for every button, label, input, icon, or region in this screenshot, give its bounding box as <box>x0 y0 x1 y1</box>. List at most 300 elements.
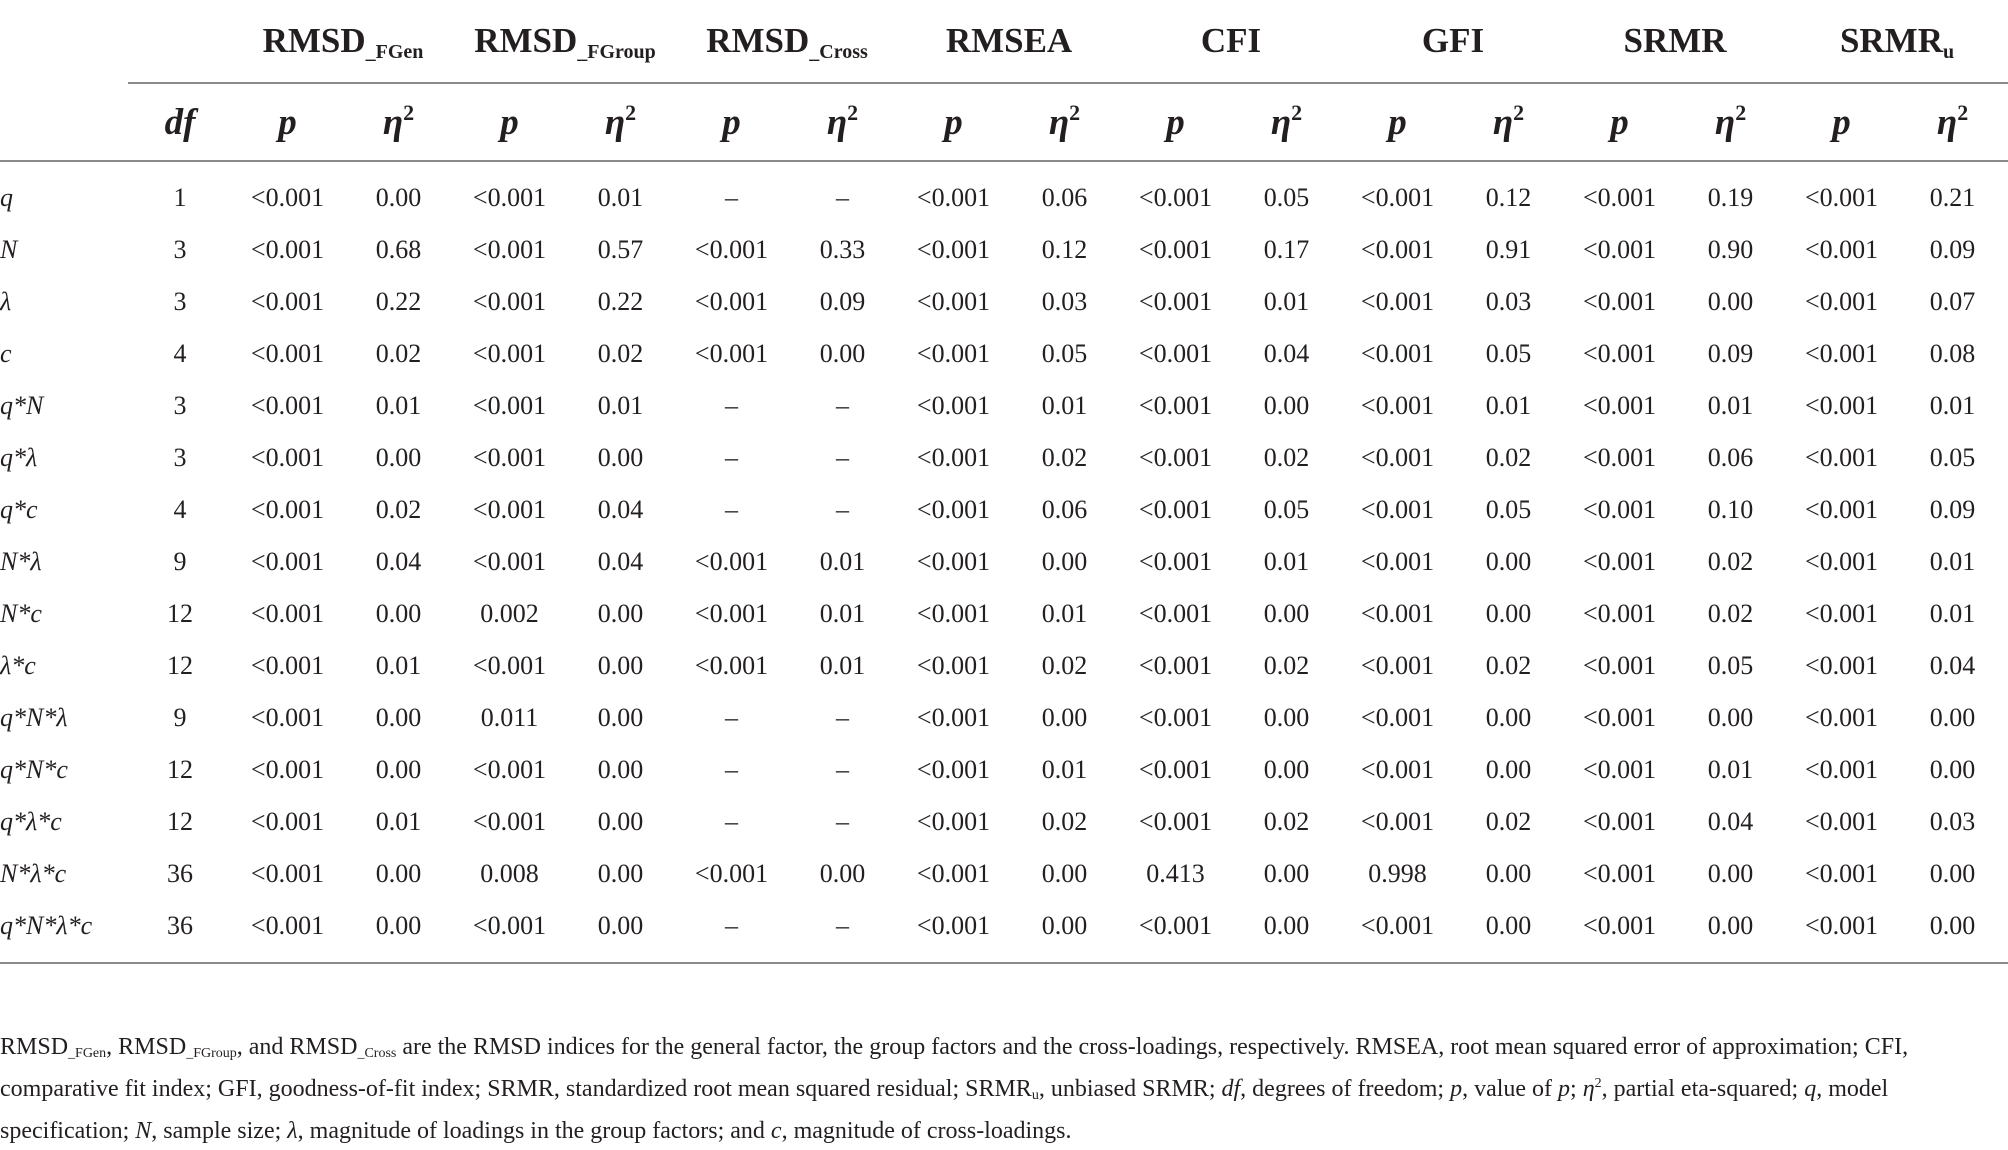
p-value-cell: <0.001 <box>250 443 325 472</box>
p-value-cell: <0.001 <box>1804 391 1879 420</box>
eta-squared-cell: 0.00 <box>1041 547 1088 576</box>
eta-squared-cell: 0.01 <box>375 391 422 420</box>
row-df: 1 <box>173 183 187 212</box>
eta-squared-cell: 0.02 <box>375 339 422 368</box>
p-value-cell: <0.001 <box>1138 651 1213 680</box>
eta-squared-cell: 0.00 <box>597 599 644 628</box>
eta-superscript: 2 <box>625 99 637 125</box>
metric-name: RMSD <box>706 21 810 60</box>
p-value-cell: <0.001 <box>916 859 991 888</box>
eta-squared-cell: 0.00 <box>1707 287 1754 316</box>
p-value-cell: – <box>725 183 739 212</box>
footnote-text: , magnitude of loadings in the group factors; and <box>297 1118 771 1144</box>
row-df: 3 <box>173 443 187 472</box>
eta-symbol: η <box>1936 101 1958 143</box>
metric-name: RMSD <box>474 21 578 60</box>
sub-header-row <box>0 83 2008 161</box>
p-value-cell: <0.001 <box>694 235 769 264</box>
p-value-cell: <0.001 <box>1804 495 1879 524</box>
eta-squared-cell: 0.03 <box>1041 287 1088 316</box>
footnote-italic: p <box>1450 1076 1463 1102</box>
eta-squared-cell: 0.02 <box>597 339 644 368</box>
p-value-cell: <0.001 <box>1360 807 1435 836</box>
eta-squared-cell: 0.00 <box>1485 547 1532 576</box>
eta-squared-cell: 0.02 <box>1485 651 1532 680</box>
p-value-cell: <0.001 <box>1138 807 1213 836</box>
p-value-cell: <0.001 <box>1804 755 1879 784</box>
p-value-cell: <0.001 <box>1582 547 1657 576</box>
row-term: q*λ*c <box>0 807 62 836</box>
row-term: N*λ*c <box>0 859 67 888</box>
p-value-cell: 0.998 <box>1368 859 1427 888</box>
p-value-cell: <0.001 <box>250 287 325 316</box>
eta-squared-cell: 0.21 <box>1929 183 1976 212</box>
p-value-cell: <0.001 <box>916 443 991 472</box>
eta-squared-cell: – <box>836 443 850 472</box>
eta-squared-cell: 0.04 <box>597 495 644 524</box>
p-value-cell: <0.001 <box>1804 807 1879 836</box>
footnote-text: , model specification; <box>0 1076 1889 1144</box>
table-row <box>0 744 2008 796</box>
footnote-text: , value of <box>1462 1076 1559 1102</box>
eta-squared-cell: 0.01 <box>1041 755 1088 784</box>
row-term: q*λ <box>0 443 38 472</box>
p-value-cell: <0.001 <box>250 339 325 368</box>
eta-squared-cell: 0.02 <box>1263 651 1310 680</box>
eta-squared-cell: 0.00 <box>1485 703 1532 732</box>
eta-squared-header <box>1897 83 2008 161</box>
eta-squared-cell: 0.01 <box>1929 391 1976 420</box>
p-value-cell: <0.001 <box>1804 183 1879 212</box>
footnote-italic: η <box>1582 1076 1595 1102</box>
table-row <box>0 276 2008 328</box>
p-value-cell: <0.001 <box>1582 703 1657 732</box>
eta-superscript: 2 <box>1957 99 1969 125</box>
p-value-cell: <0.001 <box>1360 183 1435 212</box>
metric-subscript: u <box>1943 41 1955 63</box>
eta-squared-cell: 0.04 <box>1929 651 1976 680</box>
eta-symbol: η <box>382 101 404 143</box>
p-value-cell: <0.001 <box>916 287 991 316</box>
p-value-cell: – <box>725 807 739 836</box>
p-value-cell: <0.001 <box>1138 183 1213 212</box>
eta-squared-header <box>1009 83 1120 161</box>
eta-squared-cell: 0.06 <box>1707 443 1754 472</box>
eta-superscript: 2 <box>1735 99 1747 125</box>
eta-squared-cell: – <box>836 755 850 784</box>
p-value-cell: <0.001 <box>1360 287 1435 316</box>
p-value-cell: <0.001 <box>1138 443 1213 472</box>
eta-squared-cell: 0.00 <box>565 900 676 963</box>
p-value-cell: <0.001 <box>694 547 769 576</box>
p-value-cell: <0.001 <box>1360 339 1435 368</box>
row-df: 4 <box>173 495 187 524</box>
p-value-cell: <0.001 <box>472 807 547 836</box>
metric-group-header <box>1342 0 1564 83</box>
eta-squared-cell: 0.01 <box>1041 599 1088 628</box>
eta-squared-cell: – <box>836 703 850 732</box>
p-value-cell: <0.001 <box>898 900 1009 963</box>
eta-squared-cell: 0.06 <box>1041 495 1088 524</box>
p-value-cell: <0.001 <box>1564 900 1675 963</box>
p-value-cell: <0.001 <box>1582 495 1657 524</box>
eta-squared-cell: 0.02 <box>1485 807 1532 836</box>
metric-name: RMSEA <box>945 21 1073 60</box>
table-row <box>0 432 2008 484</box>
p-value-cell: <0.001 <box>250 495 325 524</box>
row-term: q*N*λ*c <box>0 900 128 963</box>
footnote-italic: c <box>770 1118 782 1144</box>
p-value-cell: – <box>725 391 739 420</box>
p-value-cell: <0.001 <box>1138 755 1213 784</box>
eta-squared-cell: 0.00 <box>597 755 644 784</box>
row-term: q <box>0 183 13 212</box>
p-header: p <box>676 83 787 161</box>
eta-squared-cell: 0.05 <box>1929 443 1976 472</box>
table-row <box>0 588 2008 640</box>
table-row <box>0 796 2008 848</box>
table-footnote <box>0 1028 2000 1150</box>
metric-name: SRMR <box>1623 21 1727 60</box>
table-row <box>0 692 2008 744</box>
eta-squared-cell: 0.00 <box>1929 859 1976 888</box>
eta-squared-cell: 0.00 <box>1707 703 1754 732</box>
metric-group-header <box>1120 0 1342 83</box>
p-value-cell: <0.001 <box>1582 443 1657 472</box>
p-value-cell: <0.001 <box>472 495 547 524</box>
eta-squared-cell: 0.00 <box>1897 900 2008 963</box>
metric-subscript: _FGroup <box>577 41 656 63</box>
eta-squared-cell: 0.02 <box>1707 547 1754 576</box>
metric-group-header <box>898 0 1120 83</box>
eta-symbol: η <box>1270 101 1292 143</box>
eta-squared-cell: 0.00 <box>597 807 644 836</box>
eta-squared-cell: 0.04 <box>597 547 644 576</box>
row-df: 12 <box>167 755 193 784</box>
eta-superscript: 2 <box>1513 99 1525 125</box>
row-df: 4 <box>173 339 187 368</box>
p-value-cell: <0.001 <box>454 900 565 963</box>
footnote-text: RMSD <box>0 1034 69 1060</box>
metric-group-header <box>454 0 676 83</box>
metric-subscript: _Cross <box>809 41 868 63</box>
eta-squared-cell: 0.09 <box>1929 495 1976 524</box>
p-value-cell: <0.001 <box>250 183 325 212</box>
row-df: 3 <box>173 235 187 264</box>
p-value-cell: <0.001 <box>916 703 991 732</box>
df-header: df <box>128 83 232 161</box>
eta-squared-cell: 0.05 <box>1263 183 1310 212</box>
eta-squared-cell: 0.01 <box>1485 391 1532 420</box>
p-value-cell: <0.001 <box>1804 443 1879 472</box>
eta-squared-cell: 0.00 <box>1263 755 1310 784</box>
eta-squared-cell: 0.33 <box>819 235 866 264</box>
p-value-cell: <0.001 <box>472 183 547 212</box>
eta-squared-cell: 0.00 <box>1485 599 1532 628</box>
p-value-cell: <0.001 <box>472 287 547 316</box>
p-value-cell: <0.001 <box>1360 651 1435 680</box>
row-term: q*c <box>0 495 38 524</box>
eta-squared-cell: 0.00 <box>597 859 644 888</box>
eta-squared-cell: 0.00 <box>1929 755 1976 784</box>
p-value-cell: – <box>725 703 739 732</box>
footnote-sub: u <box>1031 1088 1039 1103</box>
row-term: q*N <box>0 391 44 420</box>
footnote-text: ; <box>1570 1076 1583 1102</box>
p-value-cell: – <box>676 900 787 963</box>
p-value-cell: <0.001 <box>1360 755 1435 784</box>
eta-squared-cell: 0.00 <box>375 703 422 732</box>
row-df: 12 <box>167 599 193 628</box>
eta-squared-cell: 0.01 <box>1041 391 1088 420</box>
eta-squared-cell: 0.02 <box>1041 651 1088 680</box>
eta-squared-cell: 0.01 <box>597 391 644 420</box>
eta-squared-cell: 0.02 <box>375 495 422 524</box>
p-value-cell: <0.001 <box>916 599 991 628</box>
p-value-cell: <0.001 <box>1360 391 1435 420</box>
eta-symbol: η <box>1492 101 1514 143</box>
p-value-cell: <0.001 <box>1582 807 1657 836</box>
p-value-cell: <0.001 <box>250 651 325 680</box>
eta-squared-header <box>565 83 676 161</box>
metric-name: CFI <box>1200 21 1262 60</box>
eta-squared-cell: 0.00 <box>375 183 422 212</box>
p-value-cell: <0.001 <box>472 391 547 420</box>
p-header: p <box>898 83 1009 161</box>
p-value-cell: <0.001 <box>1582 339 1657 368</box>
row-df: 36 <box>167 859 193 888</box>
eta-squared-cell: 0.05 <box>1263 495 1310 524</box>
table-row <box>0 848 2008 900</box>
eta-squared-cell: 0.01 <box>597 183 644 212</box>
p-value-cell: <0.001 <box>1786 900 1897 963</box>
p-value-cell: <0.001 <box>250 703 325 732</box>
footnote-text: , partial eta-squared; <box>1601 1076 1805 1102</box>
p-header: p <box>1120 83 1231 161</box>
p-value-cell: – <box>725 495 739 524</box>
footnote-sup: 2 <box>1594 1076 1602 1091</box>
p-value-cell: <0.001 <box>916 391 991 420</box>
eta-squared-cell: 0.09 <box>819 287 866 316</box>
eta-squared-cell: 0.10 <box>1707 495 1754 524</box>
footnote-italic: λ <box>287 1118 298 1144</box>
eta-squared-cell: 0.01 <box>1929 547 1976 576</box>
eta-squared-cell: 0.05 <box>1485 339 1532 368</box>
metric-group-header <box>676 0 898 83</box>
p-value-cell: 0.011 <box>480 703 539 732</box>
row-term: q*N*λ <box>0 703 68 732</box>
eta-squared-cell: 0.05 <box>1485 495 1532 524</box>
eta-squared-cell: 0.01 <box>375 807 422 836</box>
p-value-cell: <0.001 <box>1582 755 1657 784</box>
eta-squared-cell: 0.01 <box>375 651 422 680</box>
table-row <box>0 380 2008 432</box>
p-value-cell: <0.001 <box>1804 859 1879 888</box>
p-value-cell: <0.001 <box>1138 235 1213 264</box>
metric-group-header <box>232 0 454 83</box>
p-header: p <box>1342 83 1453 161</box>
eta-squared-cell: 0.00 <box>1707 859 1754 888</box>
footnote-text: , degrees of freedom; <box>1240 1076 1451 1102</box>
p-value-cell: <0.001 <box>1804 599 1879 628</box>
row-df: 3 <box>173 391 187 420</box>
row-df: 9 <box>173 703 187 732</box>
p-value-cell: <0.001 <box>1582 235 1657 264</box>
eta-squared-cell: 0.02 <box>1263 443 1310 472</box>
p-value-cell: <0.001 <box>916 755 991 784</box>
table-row <box>0 900 2008 963</box>
p-header: p <box>232 83 343 161</box>
group-header-row <box>0 0 2008 83</box>
eta-squared-cell: 0.03 <box>1929 807 1976 836</box>
table-row <box>0 536 2008 588</box>
eta-squared-header <box>787 83 898 161</box>
metric-name: RMSD <box>262 21 366 60</box>
p-value-cell: <0.001 <box>1360 495 1435 524</box>
eta-squared-cell: 0.57 <box>597 235 644 264</box>
eta-squared-cell: 0.00 <box>1041 703 1088 732</box>
eta-squared-cell: 0.00 <box>375 599 422 628</box>
eta-squared-cell: – <box>836 183 850 212</box>
p-value-cell: <0.001 <box>916 547 991 576</box>
eta-squared-cell: 0.03 <box>1485 287 1532 316</box>
p-value-cell: <0.001 <box>1360 235 1435 264</box>
p-value-cell: <0.001 <box>250 755 325 784</box>
p-value-cell: <0.001 <box>1804 547 1879 576</box>
p-value-cell: 0.413 <box>1146 859 1205 888</box>
p-value-cell: <0.001 <box>1360 547 1435 576</box>
eta-squared-cell: 0.02 <box>1041 807 1088 836</box>
metric-name: GFI <box>1421 21 1485 60</box>
eta-squared-cell: 0.00 <box>1231 900 1342 963</box>
p-value-cell: <0.001 <box>916 807 991 836</box>
p-value-cell: – <box>725 443 739 472</box>
row-df: 9 <box>173 547 187 576</box>
eta-squared-cell: 0.90 <box>1707 235 1754 264</box>
footnote-text: , sample size; <box>151 1118 288 1144</box>
p-value-cell: <0.001 <box>1342 900 1453 963</box>
eta-superscript: 2 <box>403 99 415 125</box>
eta-squared-cell: 0.22 <box>597 287 644 316</box>
table-row <box>0 484 2008 536</box>
footnote-text: , unbiased SRMR; <box>1038 1076 1222 1102</box>
eta-squared-cell: 0.07 <box>1929 287 1976 316</box>
p-value-cell: <0.001 <box>1804 703 1879 732</box>
table-row <box>0 224 2008 276</box>
p-value-cell: <0.001 <box>472 651 547 680</box>
p-value-cell: <0.001 <box>1360 599 1435 628</box>
eta-squared-cell: 0.00 <box>1263 703 1310 732</box>
eta-squared-cell: 0.00 <box>1453 900 1564 963</box>
p-value-cell: <0.001 <box>694 287 769 316</box>
row-term: q*N*c <box>0 755 68 784</box>
metric-name: SRMR <box>1839 21 1943 60</box>
eta-squared-cell: 0.12 <box>1041 235 1088 264</box>
footnote-text: , and RMSD <box>236 1034 358 1060</box>
eta-squared-cell: 0.00 <box>819 859 866 888</box>
p-header: p <box>454 83 565 161</box>
p-value-cell: <0.001 <box>916 183 991 212</box>
eta-squared-cell: 0.08 <box>1929 339 1976 368</box>
p-value-cell: <0.001 <box>916 235 991 264</box>
p-value-cell: <0.001 <box>1138 495 1213 524</box>
eta-squared-cell: 0.01 <box>1707 755 1754 784</box>
header-blank <box>0 0 128 83</box>
p-value-cell: <0.001 <box>1138 287 1213 316</box>
p-value-cell: <0.001 <box>232 900 343 963</box>
p-value-cell: <0.001 <box>694 599 769 628</box>
p-value-cell: <0.001 <box>250 547 325 576</box>
eta-squared-cell: 0.04 <box>375 547 422 576</box>
eta-squared-cell: 0.68 <box>375 235 422 264</box>
p-value-cell: <0.001 <box>250 599 325 628</box>
eta-squared-cell: – <box>836 495 850 524</box>
p-value-cell: 0.002 <box>480 599 539 628</box>
eta-symbol: η <box>1048 101 1070 143</box>
p-value-cell: <0.001 <box>694 339 769 368</box>
eta-squared-cell: 0.02 <box>1263 807 1310 836</box>
eta-squared-header <box>1231 83 1342 161</box>
metric-group-header <box>1786 0 2008 83</box>
eta-squared-cell: – <box>836 391 850 420</box>
p-header: p <box>1564 83 1675 161</box>
p-value-cell: <0.001 <box>916 495 991 524</box>
p-value-cell: <0.001 <box>1804 235 1879 264</box>
footnote-italic: df <box>1221 1076 1241 1102</box>
eta-squared-header <box>343 83 454 161</box>
row-term: λ <box>0 287 12 316</box>
eta-squared-cell: 0.02 <box>1707 599 1754 628</box>
p-value-cell: <0.001 <box>1120 900 1231 963</box>
eta-superscript: 2 <box>847 99 859 125</box>
p-value-cell: <0.001 <box>1582 599 1657 628</box>
p-value-cell: <0.001 <box>250 807 325 836</box>
p-value-cell: <0.001 <box>1360 443 1435 472</box>
eta-squared-cell: 0.00 <box>597 703 644 732</box>
eta-squared-cell: 0.00 <box>343 900 454 963</box>
p-value-cell: <0.001 <box>1138 599 1213 628</box>
eta-symbol: η <box>604 101 626 143</box>
p-header: p <box>1786 83 1897 161</box>
p-value-cell: <0.001 <box>1138 547 1213 576</box>
eta-squared-cell: – <box>836 807 850 836</box>
p-value-cell: <0.001 <box>472 547 547 576</box>
eta-squared-cell: 0.00 <box>1929 703 1976 732</box>
eta-squared-header <box>1675 83 1786 161</box>
p-value-cell: <0.001 <box>1138 703 1213 732</box>
p-value-cell: <0.001 <box>1582 651 1657 680</box>
eta-squared-cell: 0.00 <box>1041 859 1088 888</box>
eta-squared-cell: 0.04 <box>1707 807 1754 836</box>
eta-squared-cell: 0.00 <box>597 651 644 680</box>
footnote-italic: q <box>1804 1076 1817 1102</box>
eta-squared-cell: – <box>787 900 898 963</box>
eta-symbol: η <box>1714 101 1736 143</box>
eta-squared-cell: 0.09 <box>1929 235 1976 264</box>
eta-squared-cell: 0.00 <box>1263 859 1310 888</box>
table-body <box>0 161 2008 963</box>
table-row <box>0 640 2008 692</box>
p-value-cell: <0.001 <box>472 339 547 368</box>
footnote-italic: p <box>1558 1076 1571 1102</box>
eta-squared-cell: 0.04 <box>1263 339 1310 368</box>
eta-superscript: 2 <box>1069 99 1081 125</box>
eta-squared-cell: 0.01 <box>1929 599 1976 628</box>
eta-squared-cell: 0.00 <box>1263 391 1310 420</box>
p-value-cell: <0.001 <box>1804 287 1879 316</box>
footnote-sub: _FGen <box>68 1046 107 1061</box>
p-value-cell: <0.001 <box>1804 651 1879 680</box>
